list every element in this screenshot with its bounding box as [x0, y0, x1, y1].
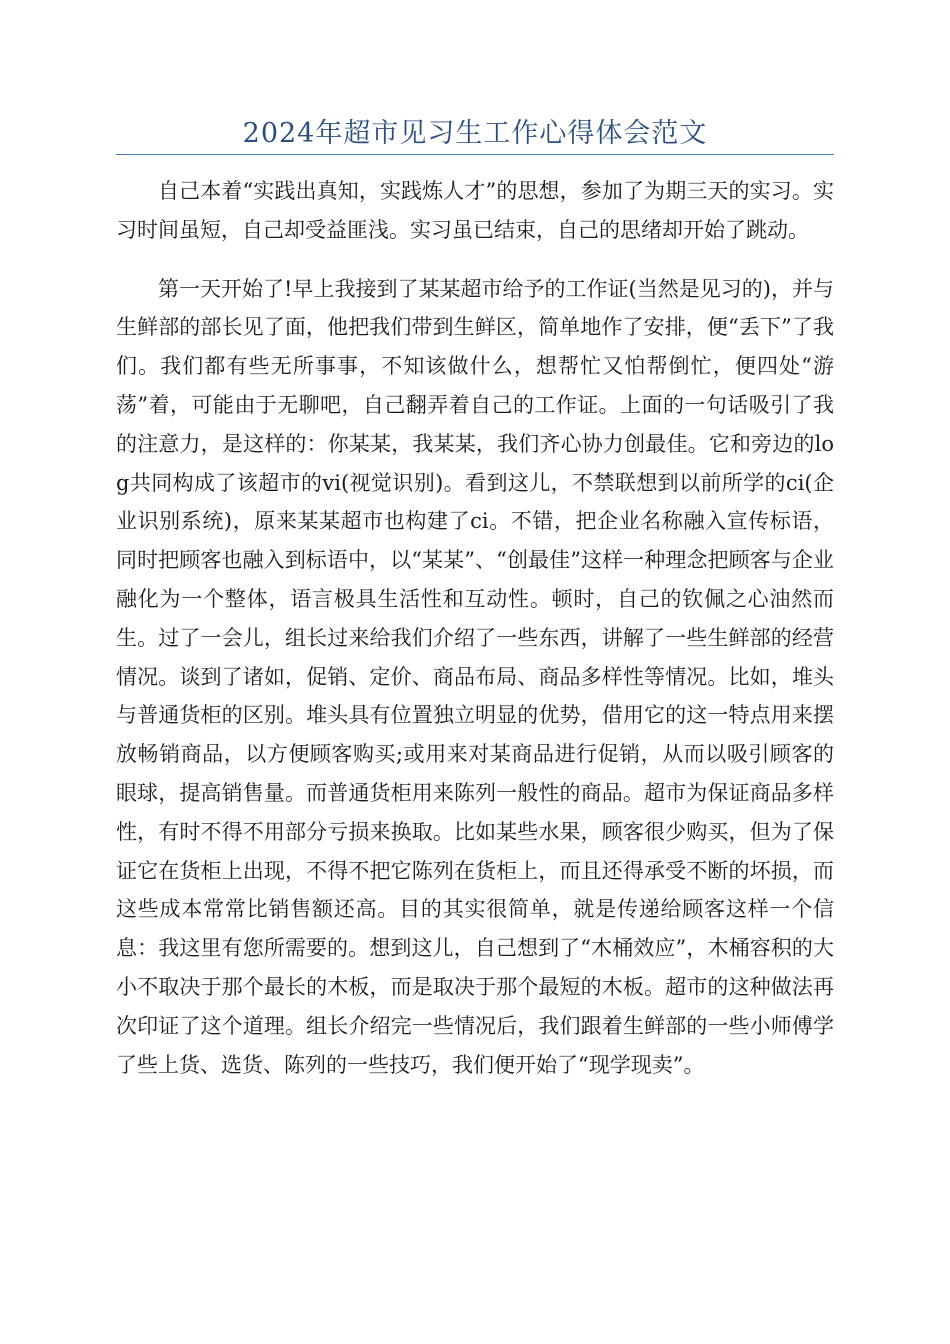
document-title: 2024年超市见习生工作心得体会范文	[242, 118, 708, 149]
document-body	[116, 172, 834, 1084]
title-underline	[116, 154, 834, 155]
paragraph-first-day: 第一天开始了!早上我接到了某某超市给予的工作证(当然是见习的)，并与生鲜部的部长见了面，他把我们带到生鲜区，简单地作了安排，便“丢下”了我们。我们都有些无所事事，不知该做什么，想帮忙又怕帮倒忙，便四处“游荡”着，可能由于无聊吧，自己翻弄着自己的工作证。上面的一句话吸引了我的注意力，是这样的：你某某，我某某，我们齐心协力创最佳。它和旁边的log共同构成了该超市的vi(视觉识别)。看到这儿，不禁联想到以前所学的ci(企业识别系统)，原来某某超市也构建了ci。不错，把企业名称融入宣传标语，同时把顾客也融入到标语中，以“某某”、“创最佳”这样一种理念把顾客与企业融化为一个整体，语言极具生活性和互动性。顿时，自己的钦佩之心油然而生。过了一会儿，组长过来给我们介绍了一些东西，讲解了一些生鲜部的经营情况。谈到了诸如，促销、定价、商品布局、商品多样性等情况。比如，堆头与普通货柜的区别。堆头具有位置独立明显的优势，借用它的这一特点用来摆放畅销商品，以方便顾客购买;或用来对某商品进行促销，从而以吸引顾客的眼球，提高销售量。而普通货柜用来陈列一般性的商品。超市为保证商品多样性，有时不得不用部分亏损来换取。比如某些水果，顾客很少购买，但为了保证它在货柜上出现，不得不把它陈列在货柜上，而且还得承受不断的坏损，而这些成本常常比销售额还高。目的其实很简单，就是传递给顾客这样一个信息：我这里有您所需要的。想到这儿，自己想到了“木桶效应”，木桶容积的大小不取决于那个最长的木板，而是取决于那个最短的木板。超市的这种做法再次印证了这个道理。组长介绍完一些情况后，我们跟着生鲜部的一些小师傅学了些上货、选货、陈列的一些技巧，我们便开始了“现学现卖”。	[116, 276, 834, 1077]
paragraph-intro: 自己本着“实践出真知，实践炼人才”的思想，参加了为期三天的实习。实习时间虽短，自己却受益匪浅。实习虽已结束，自己的思绪却开始了跳动。	[116, 179, 834, 242]
